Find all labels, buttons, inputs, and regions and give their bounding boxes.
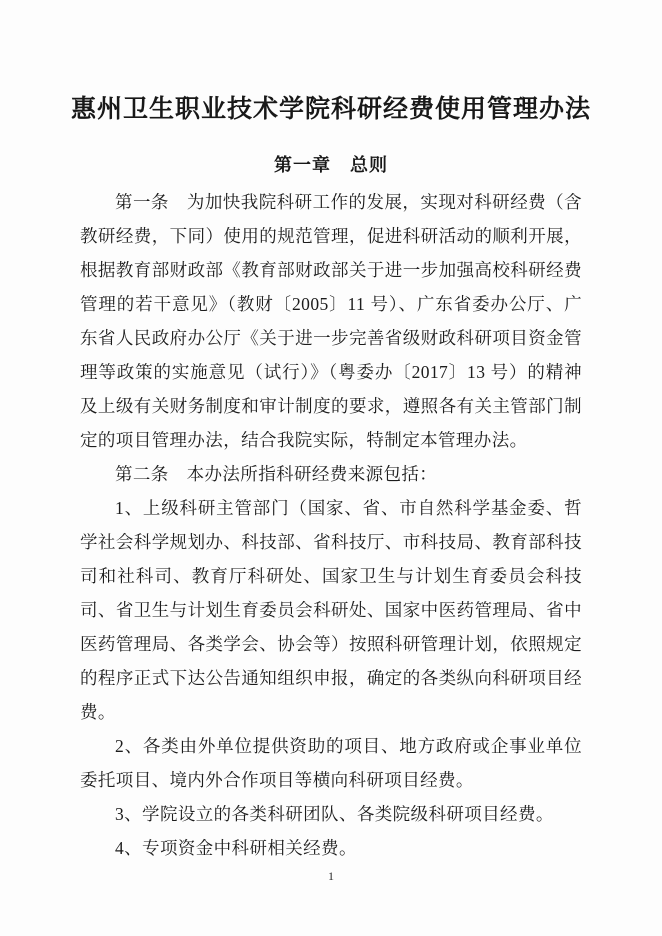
chapter-heading: 第一章 总则 (274, 155, 388, 175)
paragraph: 第二条 本办法所指科研经费来源包括： (115, 464, 438, 484)
paragraph: 3、学院设立的各类科研团队、各类院级科研项目经费。 (115, 804, 554, 824)
page-number: 1 (328, 869, 334, 883)
paragraph: 2、各类由外单位提供资助的项目、地方政府或企事业单位委托项目、境内外合作项目等横向科研项目经费。 (80, 736, 582, 790)
paragraph: 1、上级科研主管部门（国家、省、市自然科学基金委、哲学社会科学规划办、科技部、省科技厅、市科技局、教育部科技司和社科司、教育厅科研处、国家卫生与计划生育委员会科技司、省卫生与计划生育委员会科研处、国家中医药管理局、省中医药管理局、各类学会、协会等）按照科研管理计划，依照规定的程序正式下达公告通知组织申报，确定的各类纵向科研项目经费。 (80, 498, 582, 722)
paragraph: 4、专项资金中科研相关经费。 (115, 838, 357, 858)
paragraph: 第一条 为加快我院科研工作的发展，实现对科研经费（含教研经费，下同）使用的规范管理，促进科研活动的顺利开展，根据教育部财政部《教育部财政部关于进一步加强高校科研经费管理的若干意见》（教财〔2005〕11 号）、广东省委办公厅、广东省人民政府办公厅《关于进一步完善省级财政科研项目资金管理等政策的实施意见（试行）》（粤委办〔2017〕13 号）的精神及上级有关财务制度和审计制度的要求，遵照各有关主管部门制定的项目管理办法，结合我院实际，特制定本管理办法。 (80, 192, 582, 450)
document-body (80, 185, 582, 865)
document-title: 惠州卫生职业技术学院科研经费使用管理办法 (70, 96, 591, 123)
